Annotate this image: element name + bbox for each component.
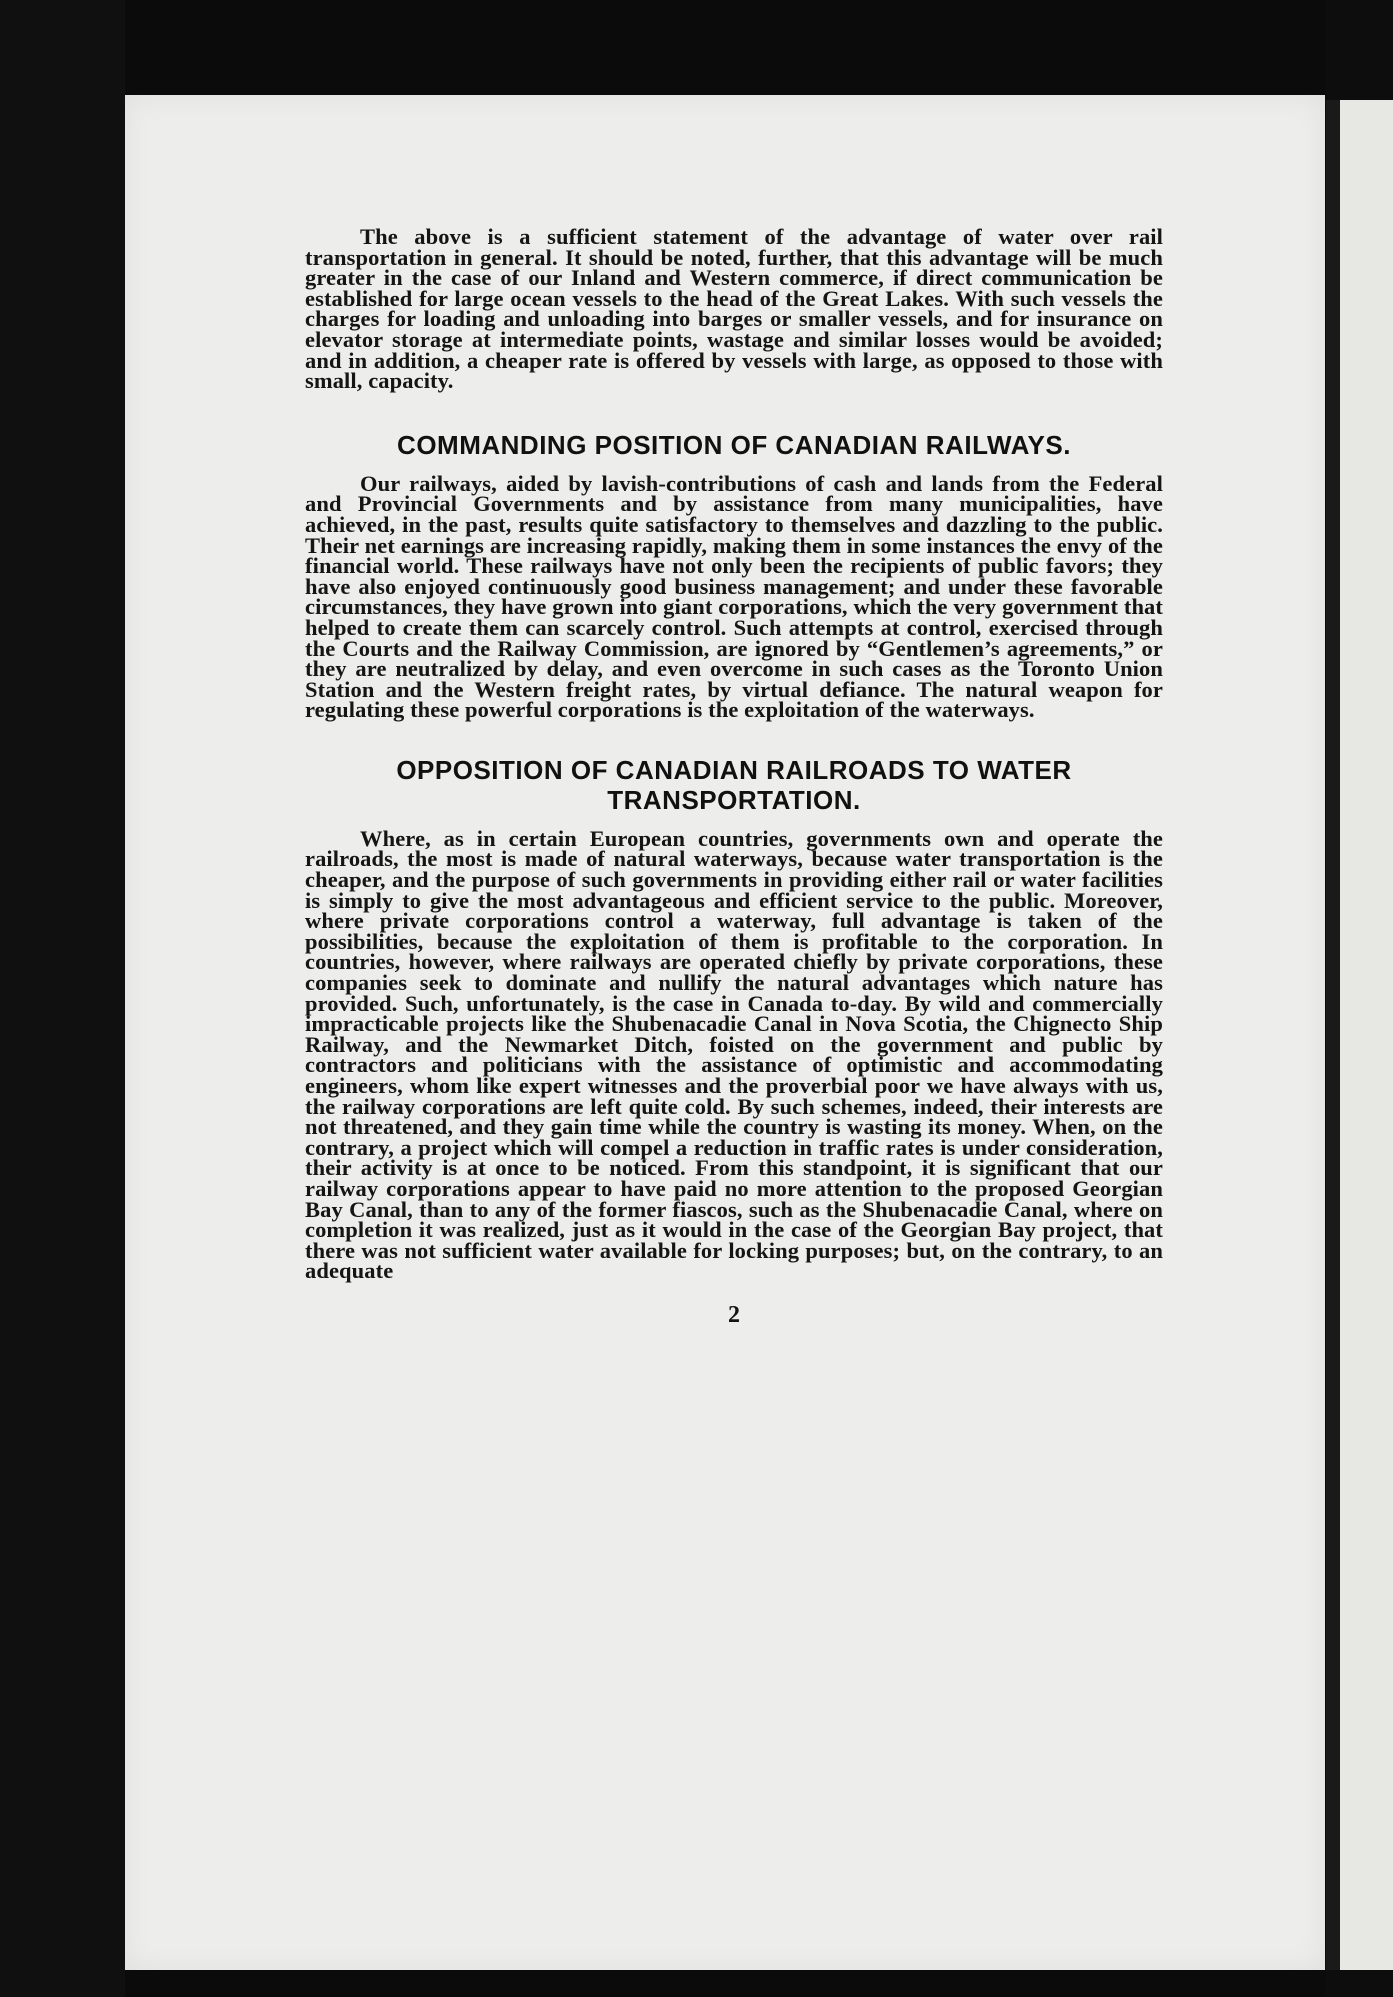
page-number: 2 xyxy=(728,1301,740,1328)
section-heading-commanding-position: COMMANDING POSITION OF CANADIAN RAILWAYS. xyxy=(397,429,1071,460)
document-page xyxy=(125,95,1325,1970)
opposition-paragraph: Where, as in certain European countries, governments own and operate the railroads, the most is made of natural waterways, because water transportation is the cheaper, and the purpose of such governments in providing either rail or water facilities is simply to give the most advantageous and efficient service to the public. Moreover, where private corporations control a waterway, full advantage is taken of the possibilities, because the exploitation of them is profitable to the corporation. In countries, however, where railways are operated chiefly by private corporations, these companies seek to dominate and nullify the natural advantages which nature has provided. Such, unfortunately, is the case in Canada to-day. By wild and commercially impracticable projects like the Shubenacadie Canal in Nova Scotia, the Chignecto Ship Railway, and the Newmarket Ditch, foisted on the government and public by contractors and politicians with the assistance of optimistic and accommodating engineers, whom like expert witnesses and the proverbial poor we have always with us, the railway corporations are left quite cold. By such schemes, indeed, their interests are not threatened, and they gain time while the country is wasting its money. When, on the contrary, a project which will compel a reduction in traffic rates is under consideration, their activity is at once to be noticed. From this standpoint, it is significant that our railway corporations appear to have paid no more attention to the proposed Georgian Bay Canal, than to any of the former fiascos, such as the Shubenacadie Canal, where on completion it was realized, just as it would in the case of the Georgian Bay project, that there was not sufficient water available for locking purposes; but, on the contrary, to an adequate xyxy=(305,825,1163,1284)
intro-paragraph: The above is a sufficient statement of the advantage of water over rail transportation in general. It should be noted, further, that this advantage will be much greater in the case of our Inland and Western commerce, if direct communication be established for large ocean vessels to the head of the Great Lakes. With such vessels the charges for loading and unloading into barges or smaller vessels, and for insurance on elevator storage at intermediate points, wastage and similar losses would be avoided; and in addition, a cheaper rate is offered by vessels with large, as opposed to those with small, capacity. xyxy=(305,224,1163,394)
scan-border-left xyxy=(0,0,125,1997)
adjacent-page-edge xyxy=(1340,100,1393,1970)
page-gutter xyxy=(1326,100,1340,1970)
commanding-position-paragraph: Our railways, aided by lavish-contributions of cash and lands from the Federal and Provincial Governments and by assistance from many municipalities, have achieved, in the past, results quite satisfactory to themselves and dazzling to the public. Their net earnings are increasing rapidly, making them in some instances the envy of the financial world. These railways have not only been the recipients of public favors; they have also enjoyed continuously good business management; and under these favorable circumstances, they have grown into giant corporations, which the very government that helped to create them can scarcely control. Such attempts at control, exercised through the Courts and the Railway Commission, are ignored by “Gentlemen’s agreements,” or they are neutralized by delay, and even overcome in such cases as the Toronto Union Station and the Western freight rates, by virtual defiance. The natural weapon for regulating these powerful corporations is the exploitation of the waterways. xyxy=(305,470,1163,723)
section-heading-opposition: OPPOSITION OF CANADIAN RAILROADS TO WATER TRANSPORTATION. xyxy=(396,754,1072,815)
page-content xyxy=(305,224,1163,1329)
